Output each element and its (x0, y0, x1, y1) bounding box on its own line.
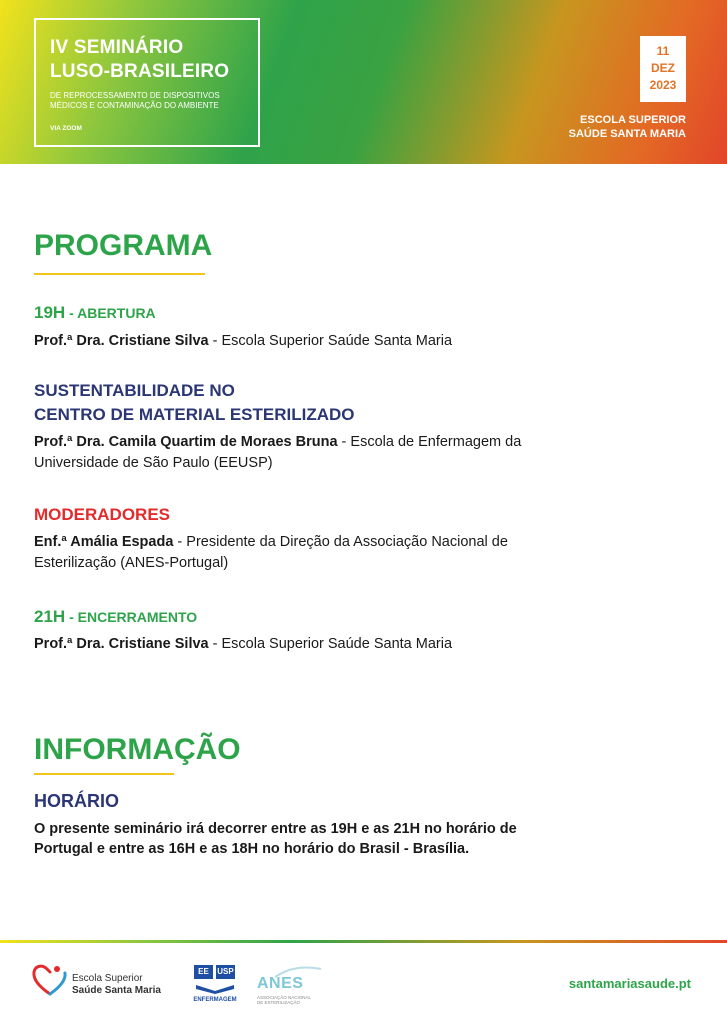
closing-speaker-line (34, 634, 452, 654)
talk-speaker: Prof.ª Dra. Camila Quartim de Moraes Bruna (34, 434, 338, 450)
eeusp-logo (192, 965, 238, 1007)
event-subtitle-line2: MÉDICOS E CONTAMINAÇÃO DO AMBIENTE (50, 101, 219, 110)
ess-santa-maria-logo (30, 960, 180, 1000)
horario-text-line2: Portugal e entre as 16H e as 18H no horário do Brasil - Brasília. (34, 841, 470, 857)
horario-text-line1: O presente seminário irá decorrer entre as 19H e as 21H no horário de (34, 821, 517, 837)
via-zoom-label: VIA ZOOM (50, 125, 82, 132)
event-title-line2: LUSO-BRASILEIRO (50, 61, 230, 82)
anes-logo-subtitle: ASSOCIAÇÃO NACIONAL DE ESTERILIZAÇÃO (257, 995, 311, 1005)
website-link[interactable]: santamariasaude.pt (568, 976, 691, 991)
eeusp-logo-label: ENFERMAGEM (193, 997, 237, 1003)
opening-time: 19H (34, 303, 66, 322)
talk-speaker-line (34, 432, 521, 452)
opening-label: - ABERTURA (65, 305, 156, 321)
eeusp-logo-ee: EE (194, 965, 213, 979)
horario-heading: HORÁRIO (34, 791, 119, 811)
informacao-heading: INFORMAÇÃO (34, 733, 241, 766)
opening-heading (34, 302, 156, 324)
moderator-name: Enf.ª Amália Espada (34, 534, 174, 550)
talk-title-line1: SUSTENTABILIDADE NO (34, 381, 235, 400)
opening-speaker-line (34, 331, 452, 351)
school-name-line1: ESCOLA SUPERIOR (580, 114, 686, 126)
school-name-line2: SAÚDE SANTA MARIA (568, 128, 686, 140)
date-month: DEZ (651, 61, 675, 75)
book-icon (192, 981, 238, 995)
closing-time: 21H (34, 607, 66, 626)
event-subtitle-line1: DE REPROCESSAMENTO DE DISPOSITIVOS (50, 91, 220, 100)
informacao-underline (34, 773, 174, 775)
date-year: 2023 (649, 78, 677, 92)
closing-label: - ENCERRAMENTO (65, 609, 198, 625)
eeusp-logo-usp: USP (216, 965, 235, 979)
date-day: 11 (656, 44, 670, 58)
moderators-heading: MODERADORES (34, 505, 171, 524)
programa-underline (34, 273, 205, 275)
event-title-line1: IV SEMINÁRIO (50, 37, 184, 58)
ess-logo-line2: Saúde Santa Maria (72, 985, 161, 996)
closing-speaker: Prof.ª Dra. Cristiane Silva (34, 636, 209, 652)
opening-speaker: Prof.ª Dra. Cristiane Silva (34, 333, 209, 349)
moderator-role-line1: - Presidente da Direção da Associação Nacional de (173, 534, 508, 550)
programa-heading: PROGRAMA (34, 229, 213, 262)
date-badge (640, 36, 686, 102)
moderator-role-line2: Esterilização (ANES-Portugal) (34, 555, 229, 571)
event-title-box (34, 18, 260, 147)
footer-divider (0, 940, 727, 943)
anes-logo (255, 965, 325, 1011)
talk-affiliation-line2: Universidade de São Paulo (EEUSP) (34, 455, 273, 471)
heart-icon (30, 960, 70, 1000)
talk-affiliation-line1: - Escola de Enfermagem da (337, 434, 522, 450)
event-subtitle (50, 91, 250, 111)
talk-title-line2: CENTRO DE MATERIAL ESTERILIZADO (34, 405, 355, 424)
ess-logo-line1: Escola Superior (72, 973, 143, 984)
closing-affiliation: - Escola Superior Saúde Santa Maria (208, 636, 453, 652)
moderator-line (34, 532, 508, 552)
anes-logo-word: ANES (257, 975, 304, 992)
header-banner (0, 0, 727, 164)
closing-heading (34, 606, 197, 628)
opening-affiliation: - Escola Superior Saúde Santa Maria (208, 333, 453, 349)
